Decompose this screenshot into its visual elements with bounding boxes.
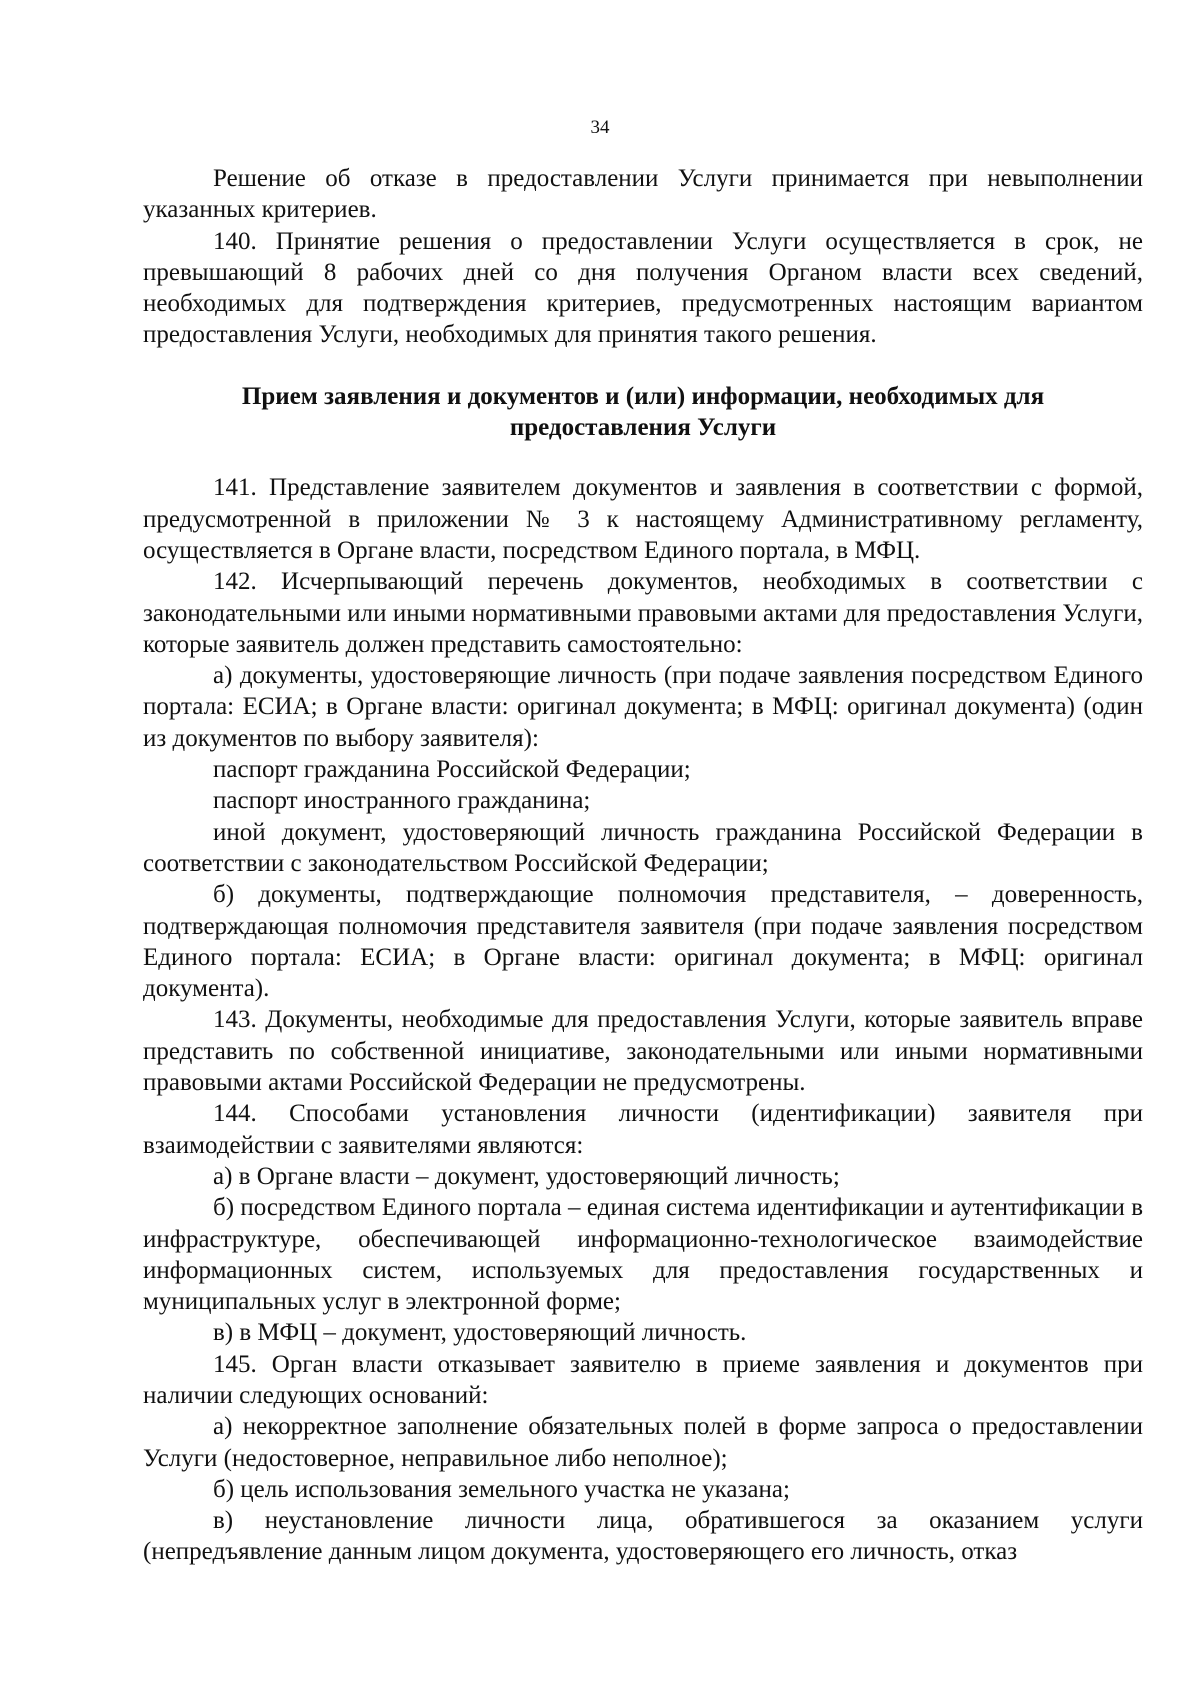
paragraph-144-a: а) в Органе власти – документ, удостоверяющий личность; (213, 1162, 840, 1190)
list-item-passport-foreign: паспорт иностранного гражданина; (213, 787, 591, 815)
section-heading-line-2: предоставления Услуги (509, 414, 777, 442)
paragraph-142-b: б) документы, подтверждающие полномочия представителя, – доверенность, подтверждающая полномочия представителя заявителя (при подаче заявления посредством Единого портала: ЕСИА; в Органе власти: оригинал документа; в МФЦ: оригинал документа). (143, 881, 1143, 1003)
paragraph-refusal-decision: Решение об отказе в предоставлении Услуги принимается при невыполнении указанных критериев. (143, 165, 1143, 224)
list-item-other-document: иной документ, удостоверяющий личность гражданина Российской Федерации в соответствии с законодательством Российской Федерации; (143, 818, 1143, 877)
section-heading-line-1: Прием заявления и документов и (или) информации, необходимых для (241, 382, 1045, 410)
paragraph-140: 140. Принятие решения о предоставлении Услуги осуществляется в срок, не превышающий 8 рабочих дней со дня получения Органом власти всех сведений, необходимых для подтверждения критериев, предусмотренных настоящим вариантом предоставления Услуги, необходимых для принятия такого решения. (143, 227, 1143, 349)
document-body (143, 163, 1143, 1568)
paragraph-145-b: б) цель использования земельного участка не указана; (213, 1475, 790, 1503)
paragraph-145-v: в) неустановление личности лица, обратившегося за оказанием услуги (непредъявление данным лицом документа, удостоверяющего его личность, отказ (143, 1507, 1143, 1566)
paragraph-144: 144. Способами установления личности (идентификации) заявителя при взаимодействии с заявителями являются: (143, 1100, 1143, 1159)
paragraph-144-b: б) посредством Единого портала – единая система идентификации и аутентификации в инфраструктуре, обеспечивающей информационно-технологическое взаимодействие информационных систем, используемых для предоставления государственных и муниципальных услуг в электронной форме; (143, 1194, 1143, 1316)
paragraph-142: 142. Исчерпывающий перечень документов, необходимых в соответствии с законодательными или иными нормативными правовыми актами для предоставления Услуги, которые заявитель должен представить самостоятельно: (143, 568, 1143, 658)
paragraph-145: 145. Орган власти отказывает заявителю в приеме заявления и документов при наличии следующих оснований: (143, 1350, 1143, 1409)
list-item-passport-rf: паспорт гражданина Российской Федерации; (213, 756, 691, 784)
paragraph-141: 141. Представление заявителем документов и заявления в соответствии с формой, предусмотренной в приложении № 3 к настоящему Административному регламенту, осуществляется в Органе власти, посредством Единого портала, в МФЦ. (143, 474, 1143, 564)
page-number: 34 (590, 117, 610, 138)
paragraph-142-a: а) документы, удостоверяющие личность (при подаче заявления посредством Единого портала: ЕСИА; в Органе власти: оригинал документа; в МФЦ: оригинал документа) (один из документов по выбору заявителя): (143, 662, 1143, 752)
section-heading (143, 381, 1143, 444)
paragraph-144-v: в) в МФЦ – документ, удостоверяющий личность. (213, 1319, 747, 1347)
paragraph-143: 143. Документы, необходимые для предоставления Услуги, которые заявитель вправе представить по собственной инициативе, законодательными или иными нормативными правовыми актами Российской Федерации не предусмотрены. (143, 1006, 1143, 1097)
paragraph-145-a: а) некорректное заполнение обязательных полей в форме запроса о предоставлении Услуги (недостоверное, неправильное либо неполное); (143, 1413, 1143, 1472)
